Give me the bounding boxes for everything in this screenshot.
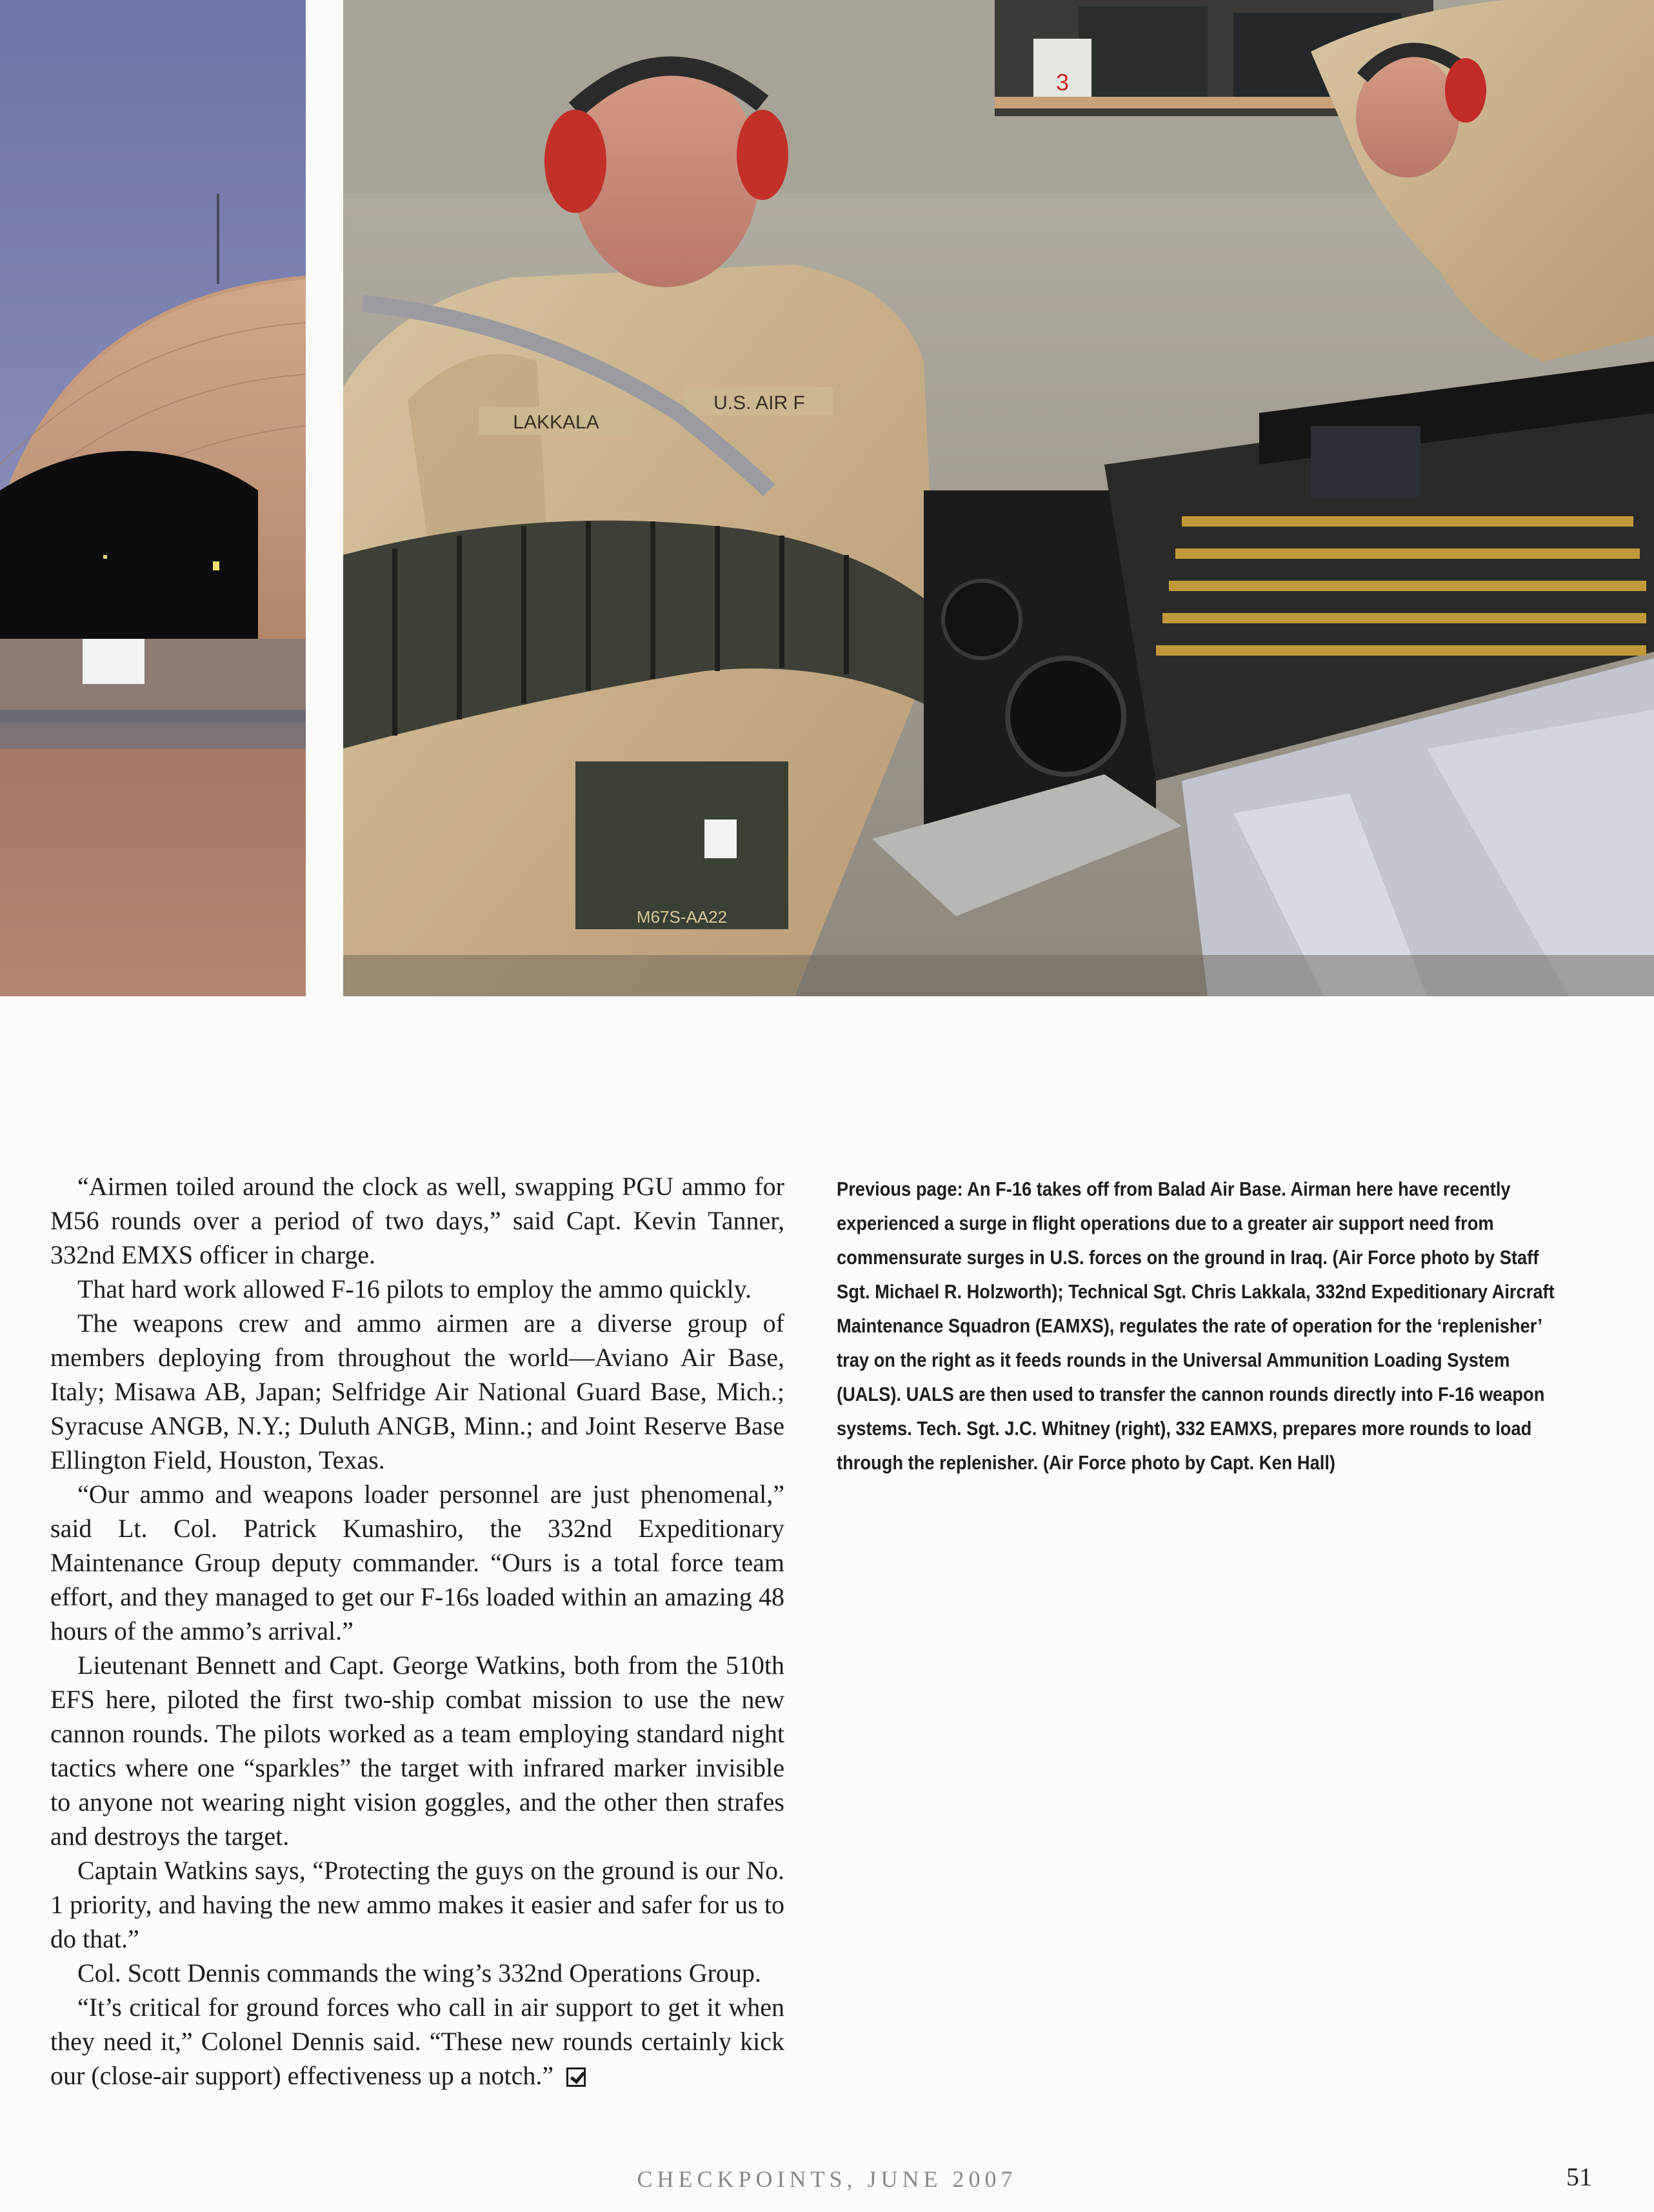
page-number: 51 (1566, 2162, 1592, 2191)
article-paragraph: Lieutenant Bennett and Capt. George Watkins, both from the 510th EFS here, piloted the first two-ship combat mission to use the new cannon rounds. The pilots worked as a team employing standard night tactics where one “sparkles” the target with infrared marker invisible to anyone not wearing night vision goggles, and the other then strafes and destroys the target. (50, 1651, 784, 1851)
article-paragraph: “Our ammo and weapons loader personnel are just phenomenal,” said Lt. Col. Patrick Kumashiro, the 332nd Expeditionary Maintenance Group deputy commander. “Ours is a total force team effort, and they managed to get our F-16s loaded within an amazing 48 hours of the ammo’s arrival.” (50, 1480, 784, 1645)
name-tape: LAKKALA (513, 412, 599, 433)
publication-footer: CHECKPOINTS, JUNE 2007 (637, 2166, 1017, 2192)
photo-caption: Previous page: An F-16 takes off from Balad Air Base. Airman here have recently experienced a surge in flight operations due to a greater air support need from commensurate surges in U.S. forces on the ground in Iraq. (Air Force photo by Staff Sgt. Michael R. Holzworth); Technical Sgt. Chris Lakkala, 332nd Expeditionary Aircraft Maintenance Squadron (EAMXS), regulates the rate of operation for the ‘replenisher’ tray on the right as it feeds rounds in the Universal Ammunition Loading System (UALS). UALS are then used to transfer the cannon rounds directly into F-16 weapon systems. Tech. Sgt. J.C. Whitney (right), 332 EAMXS, prepares more rounds to load through the replenisher. (Air Force photo by Capt. Ken Hall) (837, 1178, 1555, 1474)
ammo-loading-photo-icon (343, 0, 1654, 996)
article-paragraph-final (50, 1990, 784, 2093)
hangar-photo-icon (0, 0, 306, 996)
article-paragraph: Captain Watkins says, “Protecting the guys on the ground is our No. 1 priority, and having the new ammo makes it easier and safer for us to do that.” (50, 1856, 784, 1953)
hangar-photo (0, 0, 306, 996)
ammo-loading-photo (343, 0, 1654, 996)
article-paragraph: Col. Scott Dennis commands the wing’s 332nd Operations Group. (77, 1958, 761, 1987)
checkbox-end-mark-icon (566, 2067, 586, 2087)
article-paragraph: The weapons crew and ammo airmen are a diverse group of members deploying from throughout the world—Aviano Air Base, Italy; Misawa AB, Japan; Selfridge Air National Guard Base, Mich.; Syracuse ANGB, N.Y.; Duluth ANGB, Minn.; and Joint Reserve Base Ellington Field, Houston, Texas. (50, 1309, 784, 1474)
article-paragraph: That hard work allowed F-16 pilots to employ the ammo quickly. (77, 1274, 752, 1303)
crate-stencil: M67S-AA22 (636, 907, 728, 927)
article-body (50, 1169, 784, 2093)
article-paragraph: “Airmen toiled around the clock as well, swapping PGU ammo for M56 rounds over a period of two days,” said Capt. Kevin Tanner, 332nd EMXS officer in charge. (50, 1172, 784, 1269)
article-paragraph-final-text: “It’s critical for ground forces who call in air support to get it when they need it,” Colonel Dennis said. “These new rounds certainly kick our (close-air support) effectiveness up a notch.” (50, 1993, 784, 2090)
box-stencil: 3 (1055, 69, 1070, 96)
service-tape: U.S. AIR F (713, 392, 805, 414)
